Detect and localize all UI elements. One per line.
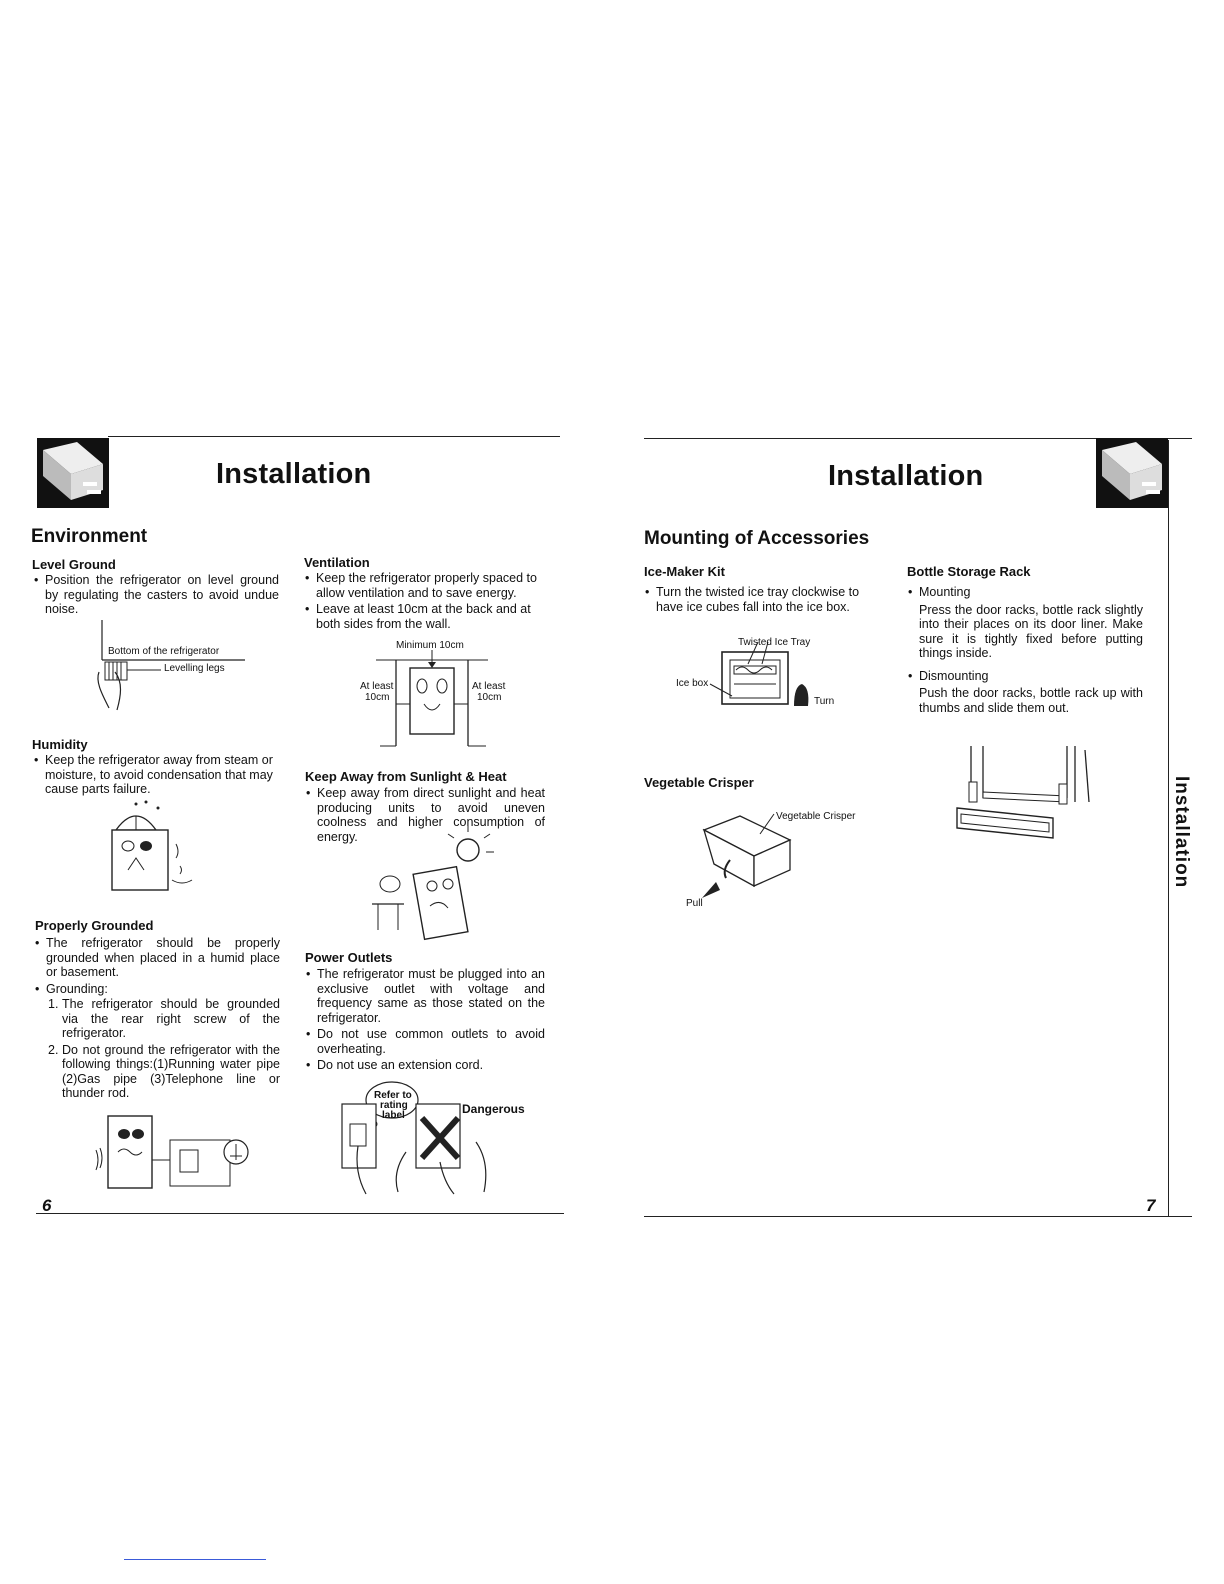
section-mounting-accessories: Mounting of Accessories [644,528,870,549]
list-item: • The refrigerator must be plugged into an exclusive outlet with voltage and frequency same as those stated on the refrigerator. [305,967,545,1025]
label-10cm-right: 10cm [477,692,502,703]
page-title-left: Installation [216,458,372,490]
label-refer-to: Refer to [374,1090,412,1101]
power-list [305,967,545,1075]
list-item: • Keep the refrigerator properly spaced to allow ventilation and to save energy. [304,571,550,600]
plug-icon-left [37,438,109,508]
vegetable-crisper-illustration [690,810,810,905]
bottle-rack-mounting: • Mounting Press the door racks, bottle rack slightly into their places on its door liner. Make sure it is tightly fixed before putting things inside. [907,585,1143,661]
list-item: • Position the refrigerator on level ground by regulating the casters to avoid undue noise. [33,573,279,617]
label-turn: Turn [814,696,835,707]
grounded-list [34,936,280,998]
bottle-rack-list [907,585,1143,717]
page-number-left: 6 [42,1196,52,1215]
label-bottom-refrigerator: Bottom of the refrigerator [108,646,220,657]
label-levelling-legs: Levelling legs [164,663,225,674]
label-ice-box: Ice box [676,678,709,689]
page-title-right: Installation [828,460,984,492]
heading-properly-grounded: Properly Grounded [35,918,154,933]
heading-humidity: Humidity [32,737,88,752]
list-item: • Keep the refrigerator away from steam or moisture, to avoid condensation that may cause parts failure. [33,753,283,797]
ice-maker-illustration [690,640,840,720]
list-item: • Keep away from direct sunlight and heat producing units to avoid uneven coolness and higher consumption of energy. [305,786,545,844]
level-ground-list [33,573,279,619]
bottle-rack-dismounting: • Dismounting Push the door racks, bottle rack up with thumbs and slide them out. [907,669,1143,716]
grounding-steps [34,997,280,1103]
label-dangerous: Dangerous [462,1102,525,1116]
label-label: label [382,1110,405,1121]
list-item: • Do not use common outlets to avoid overheating. [305,1027,545,1056]
side-tab-label: Installation [1171,776,1192,889]
list-item: • Grounding: [34,982,280,997]
label-rating: rating [380,1100,408,1111]
label-twisted-ice-tray: Twisted Ice Tray [738,637,811,648]
list-item: • Leave at least 10cm at the back and at both sides from the wall. [304,602,550,631]
ice-maker-list [644,585,878,616]
label-at-least-left: At least [360,681,394,692]
heading-ice-maker-kit: Ice-Maker Kit [644,564,725,579]
heading-sunlight-heat: Keep Away from Sunlight & Heat [305,769,507,784]
list-item: • The refrigerator should be properly grounded when placed in a humid place or basement. [34,936,280,980]
humidity-illustration [106,800,206,895]
page-number-right: 7 [1146,1196,1156,1215]
plug-icon [1096,438,1168,508]
grounding-step-2: 2. Do not ground the refrigerator with the following things:(1)Running water pipe (2)Gas pipe (3)Telephone line or thunder rod. [48,1042,280,1100]
label-10cm-left: 10cm [365,692,390,703]
bottle-rack-illustration [955,742,1105,842]
grounding-illustration [90,1110,250,1195]
heading-ventilation: Ventilation [304,555,370,570]
sunlight-illustration [370,830,510,940]
list-item: • Do not use an extension cord. [305,1058,545,1073]
section-environment: Environment [31,526,148,547]
label-minimum-10cm: Minimum 10cm [396,640,464,651]
plug-icon-right [1096,438,1168,508]
power-outlets-illustration [336,1082,496,1197]
heading-level-ground: Level Ground [32,557,116,572]
heading-bottle-storage-rack: Bottle Storage Rack [907,564,1031,579]
label-at-least-right: At least [472,681,506,692]
label-pull: Pull [686,898,703,909]
heading-power-outlets: Power Outlets [305,950,393,965]
list-item: • Turn the twisted ice tray clockwise to have ice cubes fall into the ice box. [644,585,878,614]
heading-vegetable-crisper: Vegetable Crisper [644,775,754,790]
plug-icon [37,438,109,508]
humidity-list [33,753,283,799]
ventilation-list [304,571,550,633]
grounding-step-1: 1. The refrigerator should be grounded via the rear right screw of the refrigerator. [48,997,280,1040]
label-vegetable-crisper: Vegetable Crisper [776,811,856,822]
